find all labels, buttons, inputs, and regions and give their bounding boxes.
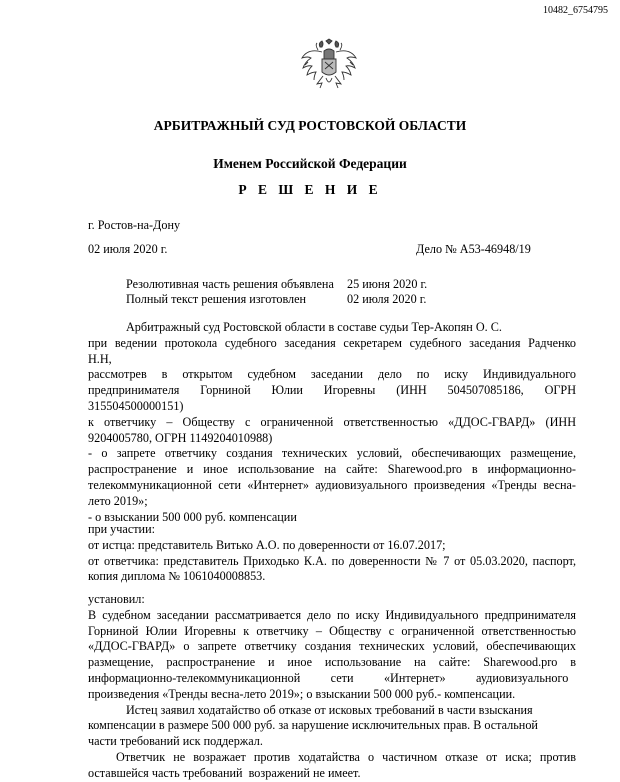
intro-line: телекоммуникационной сети «Интернет» аудиовизуального произведения «Тренды весна- [88, 477, 576, 492]
decision-date: 02 июля 2020 г. [88, 242, 168, 256]
intro-line: предпринимателя Горниной Юлии Игоревны (ИНН 504507085186, ОГРН [88, 383, 576, 398]
participation-line: от истца: представитель Витько А.О. по доверенности от 16.07.2017; [88, 537, 446, 552]
full-text-date: 02 июля 2020 г. [347, 292, 427, 306]
announced-label: Резолютивная часть решения объявлена [126, 277, 334, 291]
intro-line: - о взыскании 500 000 руб. компенсации [88, 509, 297, 524]
participation-line: от ответчика: представитель Приходько К.А. по доверенности № 7 от 05.03.2020, паспорт, [88, 553, 576, 568]
intro-line: Арбитражный суд Ростовской области в составе судьи Тер-Акопян О. С. [126, 320, 502, 334]
intro-paragraph [88, 320, 576, 525]
established-line: части требований иск поддержал. [88, 734, 263, 749]
document-id: 10482_6754795 [543, 5, 608, 16]
intro-line: при ведении протокола судебного заседания секретарем судебного заседания Радченко [88, 335, 576, 350]
full-text-label: Полный текст решения изготовлен [126, 292, 307, 306]
intro-line: Н.Н, [88, 351, 112, 366]
established-line: размещение, распространение и иное использование на сайте: Sharewood.pro в [88, 655, 576, 670]
established-line: произведения «Тренды весна-лето 2019»; о взыскании 500 000 руб.- компенсации. [88, 686, 516, 701]
decision-title: Р Е Ш Е Н И Е [238, 182, 382, 197]
established-line: Ответчик не возражает против ходатайства о частичном отказе от иска; против [116, 749, 576, 764]
established-line: компенсации в размере 500 000 руб. за нарушение исключительных прав. В остальной [88, 718, 538, 733]
intro-line: 9204005780, ОГРН 1149204010988) [88, 430, 273, 445]
intro-line: - о запрете ответчику создания технических условий, обеспечивающих размещение, [88, 446, 576, 461]
intro-line: рассмотрев в открытом судебном заседании дело по иску Индивидуального [88, 367, 576, 382]
established-line: Горниной Юлии Игоревны к ответчику – Обществу с ограниченной ответственностью [88, 623, 576, 638]
court-name: АРБИТРАЖНЫЙ СУД РОСТОВСКОЙ ОБЛАСТИ [153, 118, 467, 133]
coat-of-arms-emblem [296, 38, 362, 92]
case-number: Дело № А53-46948/19 [416, 242, 531, 256]
city: г. Ростов-на-Дону [88, 218, 181, 232]
intro-line: распространение и иное использование на сайте: Sharewood.pro в информационно- [88, 462, 576, 477]
participation-line: при участии: [88, 522, 155, 536]
established-line: В судебном заседании рассматривается дело по иску Индивидуального предпринимателя [88, 607, 576, 622]
established-line: оставшейся часть требований возражений не имеет. [88, 765, 361, 780]
participation-line: копия диплома № 1061040008853. [88, 569, 266, 584]
established-line: информационно-телекоммуникационной сети «Интернет» аудиовизуального [88, 670, 569, 685]
intro-line: 315504500000151) [88, 398, 184, 413]
participation-paragraph [88, 522, 576, 585]
in-name-of-heading: Именем Российской Федерации [213, 156, 407, 171]
announced-date: 25 июня 2020 г. [347, 277, 428, 291]
intro-line: к ответчику – Обществу с ограниченной ответственностью «ДДОС-ГВАРД» (ИНН [88, 414, 576, 429]
established-heading: установил: [88, 592, 145, 606]
established-line: «ДДОС-ГВАРД» о запрете ответчику создания технических условий, обеспечивающих [88, 639, 576, 654]
established-paragraph [88, 592, 576, 782]
intro-line: лето 2019»; [88, 493, 148, 508]
established-line: Истец заявил ходатайство об отказе от исковых требований в части взыскания [126, 702, 533, 717]
